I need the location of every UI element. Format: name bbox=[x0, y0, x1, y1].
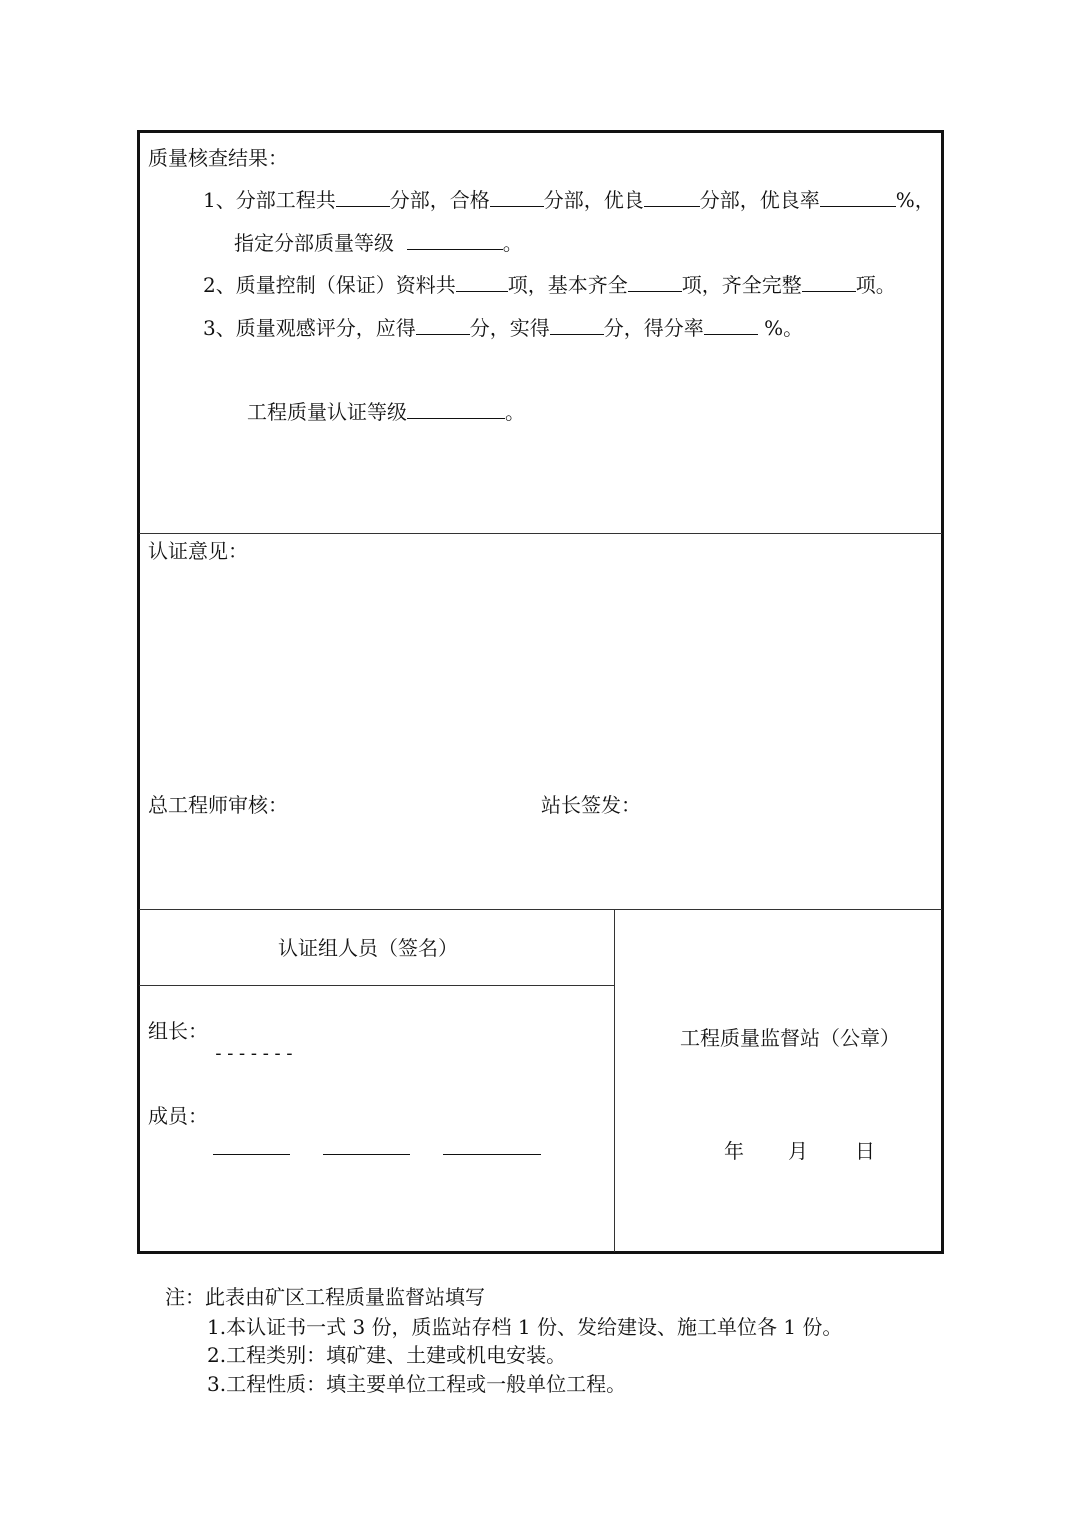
certification-grade-label: 工程质量认证等级 bbox=[247, 400, 407, 424]
control-docs-total-field[interactable] bbox=[456, 271, 508, 292]
member-signature-line-3[interactable] bbox=[443, 1154, 541, 1155]
score-rate-field[interactable] bbox=[704, 314, 758, 335]
item2-text-b: 项，齐全完整 bbox=[681, 273, 802, 297]
item1-prefix: 1、分部工程共 bbox=[203, 188, 336, 212]
station-chief-signoff-label: 站长签发： bbox=[541, 793, 641, 817]
score-expected-field[interactable] bbox=[416, 314, 470, 335]
excellent-rate-field[interactable] bbox=[820, 186, 896, 207]
leader-label: 组长： bbox=[148, 1019, 208, 1043]
quality-check-title: 质量核查结果： bbox=[148, 146, 288, 170]
certification-grade-field[interactable] bbox=[407, 398, 505, 419]
supervision-station-seal: 工程质量监督站（公章） bbox=[680, 1026, 900, 1050]
item2-text-a: 项，基本齐全 bbox=[507, 273, 628, 297]
team-column-divider bbox=[614, 909, 615, 1252]
designated-grade-field[interactable] bbox=[407, 229, 503, 250]
item3-text-b: 分，得分率 bbox=[603, 316, 704, 340]
date-day: 日 bbox=[855, 1139, 875, 1163]
basically-complete-field[interactable] bbox=[628, 271, 682, 292]
item3-text-a: 分，实得 bbox=[469, 316, 550, 340]
notes-title: 注：此表由矿区工程质量监督站填写 bbox=[165, 1285, 485, 1309]
score-actual-field[interactable] bbox=[550, 314, 604, 335]
leader-signature-placeholder[interactable]: ------- bbox=[213, 1043, 296, 1064]
member-signature-line-2[interactable] bbox=[323, 1154, 410, 1155]
fully-complete-field[interactable] bbox=[802, 271, 856, 292]
item1-line2-end: 。 bbox=[502, 231, 523, 255]
section-divider-1 bbox=[139, 533, 942, 534]
certification-grade-end: 。 bbox=[505, 400, 525, 424]
members-label: 成员： bbox=[148, 1104, 208, 1128]
team-header: 认证组人员（签名） bbox=[278, 936, 458, 960]
qualified-count-field[interactable] bbox=[490, 186, 544, 207]
section-divider-2 bbox=[139, 909, 942, 910]
note-item: 2.工程类别：填矿建、土建或机电安装。 bbox=[207, 1343, 567, 1367]
quality-item-1-line2 bbox=[234, 229, 523, 255]
item2-text-c: 项。 bbox=[855, 273, 896, 297]
item1-text-b: 分部，优良 bbox=[543, 188, 644, 212]
member-signature-line-1[interactable] bbox=[213, 1154, 290, 1155]
date-year: 年 bbox=[724, 1139, 744, 1163]
certification-grade bbox=[247, 398, 525, 424]
subdivision-total-field[interactable] bbox=[336, 186, 390, 207]
quality-item-3 bbox=[203, 314, 803, 340]
opinion-title: 认证意见： bbox=[148, 539, 248, 563]
quality-item-2 bbox=[203, 271, 896, 297]
item2-prefix: 2、质量控制（保证）资料共 bbox=[203, 273, 456, 297]
designated-grade-label: 指定分部质量等级 bbox=[234, 231, 394, 255]
excellent-count-field[interactable] bbox=[644, 186, 700, 207]
note-item: 1.本认证书一式 3 份，质监站存档 1 份、发给建设、施工单位各 1 份。 bbox=[207, 1315, 843, 1339]
quality-item-1 bbox=[203, 186, 935, 212]
item1-text-a: 分部，合格 bbox=[389, 188, 490, 212]
date-month: 月 bbox=[788, 1139, 808, 1163]
item3-text-c: %。 bbox=[764, 316, 804, 340]
certification-form-table bbox=[137, 130, 944, 1254]
note-item: 3.工程性质：填主要单位工程或一般单位工程。 bbox=[207, 1372, 627, 1396]
item1-text-c: 分部，优良率 bbox=[699, 188, 820, 212]
item1-text-d: %， bbox=[895, 188, 935, 212]
item3-prefix: 3、质量观感评分，应得 bbox=[203, 316, 416, 340]
chief-engineer-review-label: 总工程师审核： bbox=[148, 793, 288, 817]
team-header-divider bbox=[139, 985, 615, 986]
